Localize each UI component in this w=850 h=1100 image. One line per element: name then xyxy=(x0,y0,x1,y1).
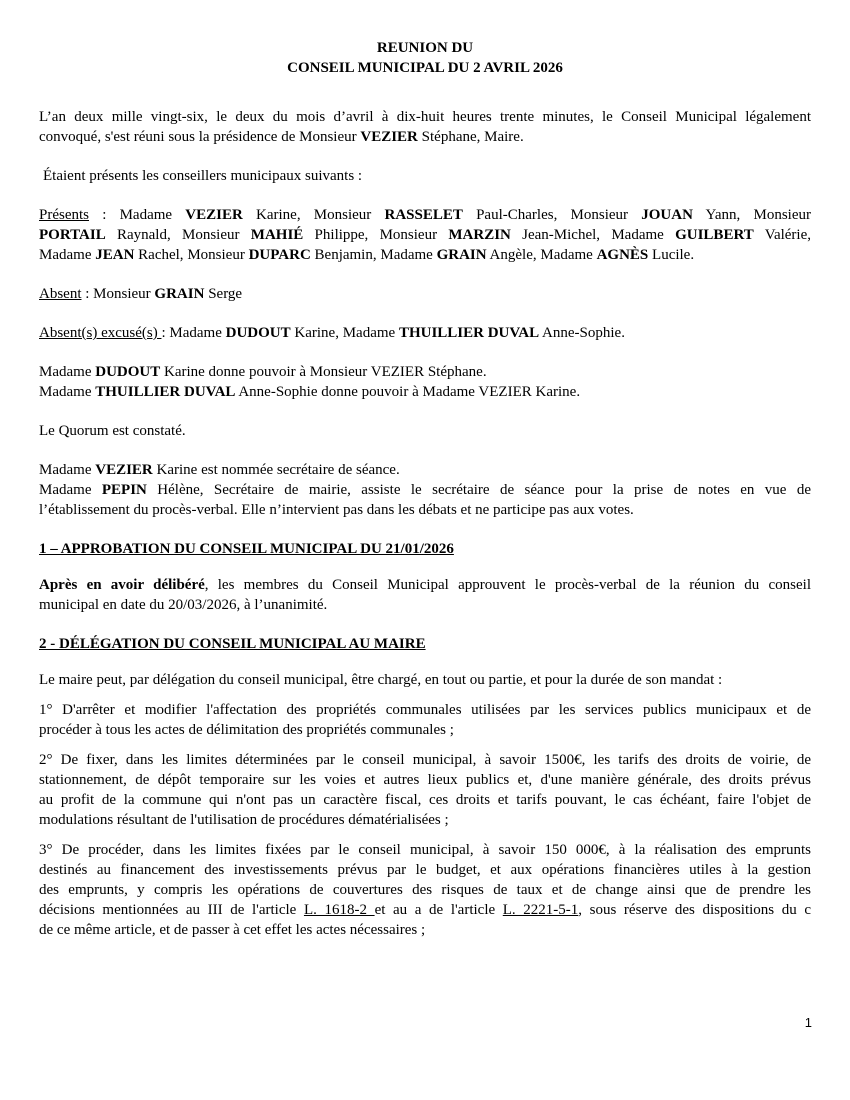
section-1-line-1 xyxy=(39,575,811,595)
person-2-first: Yann, Monsieur xyxy=(692,207,811,223)
person-1-first: Paul-Charles, xyxy=(462,207,571,223)
item-3-line-4 xyxy=(39,900,811,920)
item-3-line-5: de ce même article, et de passer à cet effet les actes nécessaires ; xyxy=(39,922,426,938)
present-intro: Étaient présents les conseillers municipaux suivants : xyxy=(43,168,363,184)
presents-colon: : xyxy=(89,207,120,223)
absent-first: Serge xyxy=(204,286,243,302)
secretary-post: Karine est nommée secrétaire de séance. xyxy=(152,462,400,478)
person-9-first: Angèle, xyxy=(486,247,541,263)
delegation-item-2 xyxy=(39,750,811,830)
absent-paragraph xyxy=(39,284,811,304)
section-1-text-1: , les membres du Conseil Municipal approuvent le procès-verbal de la réunion du conseil xyxy=(204,577,811,593)
excused-paragraph xyxy=(39,323,811,343)
secretary-line-1 xyxy=(39,460,811,480)
person-6-name: GUILBERT xyxy=(675,227,754,243)
intro-paragraph xyxy=(39,107,811,147)
person-2-title: Monsieur xyxy=(570,207,642,223)
item-2-line-3: au profit de la commune qui n'ont pas un caractère fiscal, ces droits et tarifs pouvant, le cas échéant, faire l'objet de xyxy=(39,792,811,808)
item-3-line-2: destinés au financement des investissements prévus par le budget, et aux opérations financières utiles à la gestion xyxy=(39,862,811,878)
intro-text-end: Stéphane, Maire. xyxy=(417,129,524,145)
article-link-1[interactable]: L. 1618-2 xyxy=(303,902,375,918)
intro-line-1: L’an deux mille vingt-six, le deux du mois d’avril à dix-huit heures trente minutes, le Conseil Municipal légalement xyxy=(39,109,811,125)
person-2-name: JOUAN xyxy=(641,207,693,223)
item-2-line-2: stationnement, de dépôt temporaire sur les voies et autres lieux publics et, d'une manière générale, des droits prévus xyxy=(39,772,811,788)
person-0-first: Karine, xyxy=(242,207,314,223)
delegation-item-3 xyxy=(39,840,811,940)
assistant-pre: Madame xyxy=(39,482,102,498)
presents-label: Présents xyxy=(39,207,89,223)
section-1-bold: Après en avoir délibéré xyxy=(39,577,205,593)
presents-line-1 xyxy=(39,205,811,225)
document-page xyxy=(39,38,811,950)
excused-text-3: Anne-Sophie. xyxy=(539,325,625,341)
person-0-title: Madame xyxy=(119,207,186,223)
person-10-title: Madame xyxy=(540,247,597,263)
mayor-name: VEZIER xyxy=(360,129,418,145)
person-4-first: Philippe, xyxy=(303,227,380,243)
person-7-first: Rachel, xyxy=(134,247,188,263)
presents-line-3 xyxy=(39,245,811,265)
excused-name-1: DUDOUT xyxy=(225,325,291,341)
proxy-line-2 xyxy=(39,382,811,402)
article-link-2[interactable]: L. 2221-5-1 xyxy=(502,902,579,918)
proxy-1-pre: Madame xyxy=(39,384,96,400)
secretary-line-3: l’établissement du procès-verbal. Elle n’intervient pas dans les débats et ne participe pas aux votes. xyxy=(39,502,634,518)
item-3-text-b: et au a de l'article xyxy=(374,902,503,918)
person-5-name: MARZIN xyxy=(448,227,511,243)
proxy-1-name: THUILLIER DUVAL xyxy=(95,384,236,400)
section-1-paragraph xyxy=(39,575,811,615)
excused-name-2: THUILLIER DUVAL xyxy=(398,325,540,341)
person-9-title: Madame xyxy=(380,247,437,263)
person-7-title: Madame xyxy=(39,247,96,263)
person-5-first: Jean-Michel, xyxy=(510,227,612,243)
person-4-name: MAHIÉ xyxy=(250,227,304,243)
title-line-2: CONSEIL MUNICIPAL DU 2 AVRIL 2026 xyxy=(287,60,563,76)
excused-label: Absent(s) excusé(s) xyxy=(39,325,162,341)
intro-text: convoqué, s'est réuni sous la présidence de Monsieur xyxy=(39,129,361,145)
item-1-line-1: 1° D'arrêter et modifier l'affectation des propriétés communales utilisées par les services publics municipaux et de xyxy=(39,702,811,718)
section-2-title: 2 - DÉLÉGATION DU CONSEIL MUNICIPAL AU MAIRE xyxy=(39,636,426,652)
person-1-name: RASSELET xyxy=(384,207,463,223)
person-6-first: Valérie, xyxy=(753,227,811,243)
presents-line-2 xyxy=(39,225,811,245)
secretary-pre: Madame xyxy=(39,462,96,478)
person-9-name: GRAIN xyxy=(436,247,487,263)
proxy-line-1 xyxy=(39,362,811,382)
person-6-title: Madame xyxy=(611,227,676,243)
absent-label: Absent xyxy=(39,286,82,302)
proxy-0-pre: Madame xyxy=(39,364,96,380)
item-2-line-1: 2° De fixer, dans les limites déterminées par le conseil municipal, à savoir 1500€, les tarifs des droits de voirie, de xyxy=(39,752,811,768)
secretary-line-2 xyxy=(39,480,811,500)
proxies-paragraph xyxy=(39,362,811,402)
page-number: 1 xyxy=(804,1015,812,1030)
item-1-line-2: procéder à tous les actes de délimitation des propriétés communales ; xyxy=(39,722,454,738)
excused-text-2: Karine, Madame xyxy=(290,325,399,341)
person-4-title: Monsieur xyxy=(182,227,251,243)
person-8-name: DUPARC xyxy=(248,247,311,263)
item-3-line-1: 3° De procéder, dans les limites fixées par le conseil municipal, à savoir 150 000€, à la réalisation des emprunts xyxy=(39,842,811,858)
quorum-paragraph: Le Quorum est constaté. xyxy=(39,423,186,439)
item-3-text-c: , sous réserve des dispositions du c xyxy=(578,902,811,918)
intro-line-2 xyxy=(39,127,811,147)
section-1-line-2: municipal en date du 20/03/2026, à l’unanimité. xyxy=(39,597,328,613)
title-line-1: REUNION DU xyxy=(376,40,474,56)
excused-text-1: : Madame xyxy=(161,325,226,341)
secretary-name: VEZIER xyxy=(95,462,153,478)
item-3-text-a: décisions mentionnées au III de l'article xyxy=(39,902,304,918)
section-2-intro: Le maire peut, par délégation du conseil municipal, être chargé, en tout ou partie, et pour la durée de son mandat : xyxy=(39,672,723,688)
proxy-1-post: Anne-Sophie donne pouvoir à Madame VEZIER Karine. xyxy=(235,384,581,400)
person-8-first: Benjamin, xyxy=(310,247,381,263)
person-3-first: Raynald, xyxy=(105,227,182,243)
assistant-post: Hélène, Secrétaire de mairie, assiste le secrétaire de séance pour la prise de notes en vue de xyxy=(146,482,811,498)
person-10-first: Lucile. xyxy=(648,247,695,263)
person-3-name: PORTAIL xyxy=(39,227,106,243)
item-2-line-4: modulations résultant de l'utilisation de procédures dématérialisées ; xyxy=(39,812,449,828)
section-1-title: 1 – APPROBATION DU CONSEIL MUNICIPAL DU 21/01/2026 xyxy=(39,541,454,557)
presents-paragraph xyxy=(39,205,811,265)
assistant-name: PEPIN xyxy=(101,482,147,498)
delegation-item-1 xyxy=(39,700,811,740)
person-10-name: AGNÈS xyxy=(596,247,649,263)
proxy-0-post: Karine donne pouvoir à Monsieur VEZIER Stéphane. xyxy=(160,364,487,380)
absent-name: GRAIN xyxy=(154,286,205,302)
secretary-paragraph xyxy=(39,460,811,520)
person-7-name: JEAN xyxy=(95,247,135,263)
person-5-title: Monsieur xyxy=(379,227,449,243)
person-0-name: VEZIER xyxy=(185,207,243,223)
absent-text: : Monsieur xyxy=(81,286,155,302)
person-8-title: Monsieur xyxy=(187,247,249,263)
person-1-title: Monsieur xyxy=(313,207,385,223)
item-3-line-3: des emprunts, y compris les opérations de couvertures des risques de taux et de change ainsi que de prendre les xyxy=(39,882,811,898)
proxy-0-name: DUDOUT xyxy=(95,364,161,380)
